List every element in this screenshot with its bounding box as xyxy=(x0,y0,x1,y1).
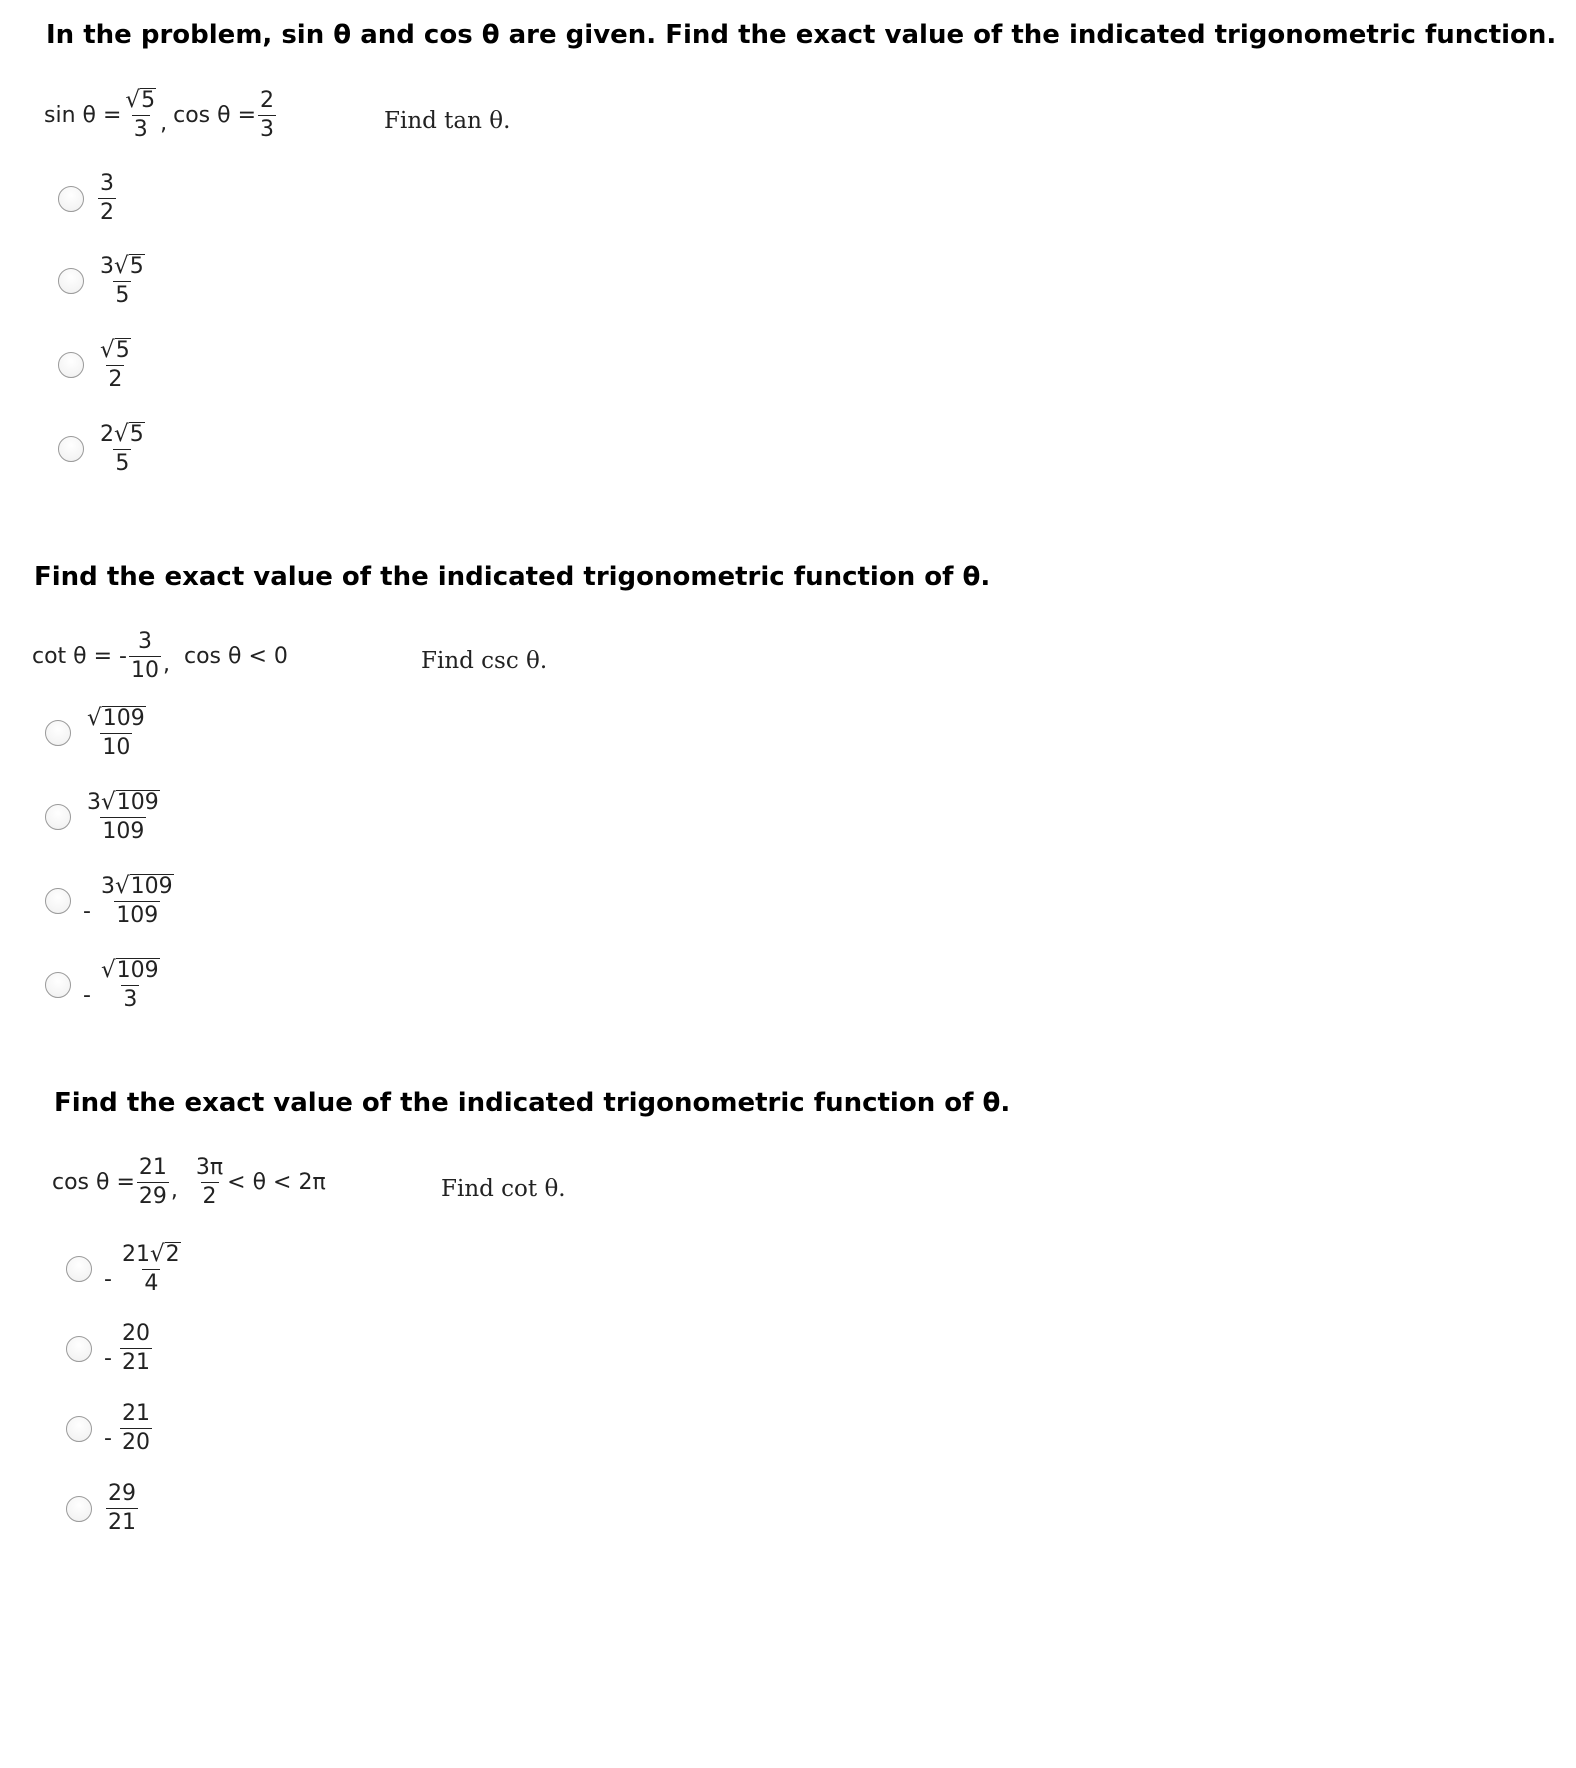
numerator xyxy=(98,422,147,449)
problem-3-heading: Find the exact value of the indicated trigonometric function of θ. xyxy=(54,1088,1011,1118)
radio-button[interactable] xyxy=(58,436,84,462)
coefficient: 3 xyxy=(87,790,101,815)
sin-fraction: √ 5 3 xyxy=(125,87,156,143)
square-root: √ 5 xyxy=(100,337,130,363)
minus-sign: - xyxy=(104,1346,112,1372)
radio-button[interactable] xyxy=(45,720,71,746)
answer-fraction xyxy=(99,958,162,1012)
denominator: 2 xyxy=(100,200,114,226)
answer-fraction xyxy=(98,338,133,392)
numerator xyxy=(98,254,147,281)
radio-button[interactable] xyxy=(66,1336,92,1362)
square-root: √ 109 xyxy=(87,705,145,731)
radio-button[interactable] xyxy=(58,352,84,378)
denominator: 2 xyxy=(108,367,123,393)
numerator xyxy=(85,706,148,733)
square-root: √ 5 xyxy=(114,253,144,279)
square-root: √ 5 xyxy=(114,421,144,447)
problem-1-option-4[interactable] xyxy=(58,422,149,476)
cos-label: cos θ = xyxy=(52,1170,135,1196)
numerator: 29 xyxy=(108,1481,136,1506)
cos-label: cos θ = xyxy=(173,102,257,128)
denominator: 3 xyxy=(123,987,138,1013)
problem-2-option-1[interactable] xyxy=(45,706,150,760)
numerator xyxy=(85,790,162,817)
numerator xyxy=(99,874,176,901)
answer-fraction xyxy=(85,790,162,844)
numerator xyxy=(98,338,133,365)
comma: , xyxy=(160,110,168,136)
coefficient: 21 xyxy=(121,1242,150,1267)
problem-1-given xyxy=(44,88,278,142)
coefficient: 3 xyxy=(100,874,115,899)
problem-1-option-3[interactable] xyxy=(58,338,135,392)
comma: , xyxy=(170,1178,178,1204)
radio-button[interactable] xyxy=(66,1496,92,1522)
denominator: 20 xyxy=(121,1430,150,1456)
answer-fraction xyxy=(85,706,148,760)
problem-1-option-2[interactable] xyxy=(58,254,149,308)
square-root: √ 2 xyxy=(149,1241,180,1267)
answer-fraction xyxy=(98,254,147,308)
problem-3-option-4[interactable] xyxy=(66,1482,140,1535)
minus-sign: - xyxy=(83,982,91,1008)
answer-fraction xyxy=(120,1322,152,1375)
problem-2-given xyxy=(32,630,288,683)
coefficient: 3 xyxy=(100,254,114,279)
radio-button[interactable] xyxy=(66,1256,92,1282)
denominator: 109 xyxy=(102,819,145,845)
radio-button[interactable] xyxy=(45,972,71,998)
square-root: √ 109 xyxy=(100,957,159,983)
problem-2-heading: Find the exact value of the indicated trigonometric function of θ. xyxy=(34,562,991,592)
cot-label: cot θ = - xyxy=(32,644,127,670)
minus-sign: - xyxy=(104,1426,112,1452)
answer-fraction xyxy=(120,1402,152,1455)
sin-label: sin θ = xyxy=(44,102,122,128)
range-rest: < θ < 2π xyxy=(227,1170,326,1196)
cos-fraction: $\frac{21}{29}$ xyxy=(138,1155,167,1210)
radio-button[interactable] xyxy=(45,888,71,914)
problem-2-find: Find csc θ. xyxy=(421,648,548,674)
problem-3-given xyxy=(52,1156,326,1209)
problem-1-option-1[interactable] xyxy=(58,172,118,225)
problem-1-heading: In the problem, sin θ and cos θ are given. Find the exact value of the indicated trigonometric function. xyxy=(46,20,1557,50)
numerator: 3 xyxy=(100,171,114,196)
minus-sign: - xyxy=(83,898,91,924)
radio-button[interactable] xyxy=(66,1416,92,1442)
range-fraction: $\frac{3\pi}{2}$ xyxy=(195,1155,224,1210)
radio-button[interactable] xyxy=(58,268,84,294)
problem-2-option-4[interactable] xyxy=(45,958,164,1012)
comma: , xyxy=(163,652,170,678)
problem-1-find: Find tan θ. xyxy=(384,108,511,134)
denominator: 109 xyxy=(116,903,159,929)
problem-3-option-1[interactable] xyxy=(66,1242,185,1296)
answer-fraction xyxy=(120,1242,183,1296)
radio-button[interactable] xyxy=(58,186,84,212)
square-root: √ 109 xyxy=(101,789,159,815)
radio-button[interactable] xyxy=(45,804,71,830)
problem-3-option-3[interactable] xyxy=(66,1402,154,1455)
problem-2-option-3[interactable] xyxy=(45,874,178,928)
denominator: 10 xyxy=(102,735,131,761)
numerator xyxy=(120,1242,183,1269)
problem-3-option-2[interactable] xyxy=(66,1322,154,1375)
denominator: 5 xyxy=(115,451,130,477)
problem-2-option-2[interactable] xyxy=(45,790,164,844)
answer-fraction xyxy=(106,1482,138,1535)
problem-3-find: Find cot θ. xyxy=(441,1176,566,1202)
denominator: 21 xyxy=(108,1510,136,1536)
coefficient: 2 xyxy=(100,422,114,447)
answer-fraction xyxy=(98,172,116,225)
numerator: 20 xyxy=(121,1321,150,1346)
cos-condition: cos θ < 0 xyxy=(184,644,288,670)
numerator xyxy=(99,958,162,985)
numerator: 21 xyxy=(121,1401,150,1426)
cos-fraction: $\frac{2}{3}$ xyxy=(260,87,275,142)
cot-fraction: $\frac{3}{10}$ xyxy=(131,629,159,684)
answer-fraction xyxy=(99,874,176,928)
denominator: 21 xyxy=(121,1350,150,1376)
minus-sign: - xyxy=(104,1266,112,1292)
answer-fraction xyxy=(98,422,147,476)
square-root: √ 109 xyxy=(114,873,173,899)
denominator: 5 xyxy=(115,283,130,309)
denominator: 4 xyxy=(144,1271,159,1297)
